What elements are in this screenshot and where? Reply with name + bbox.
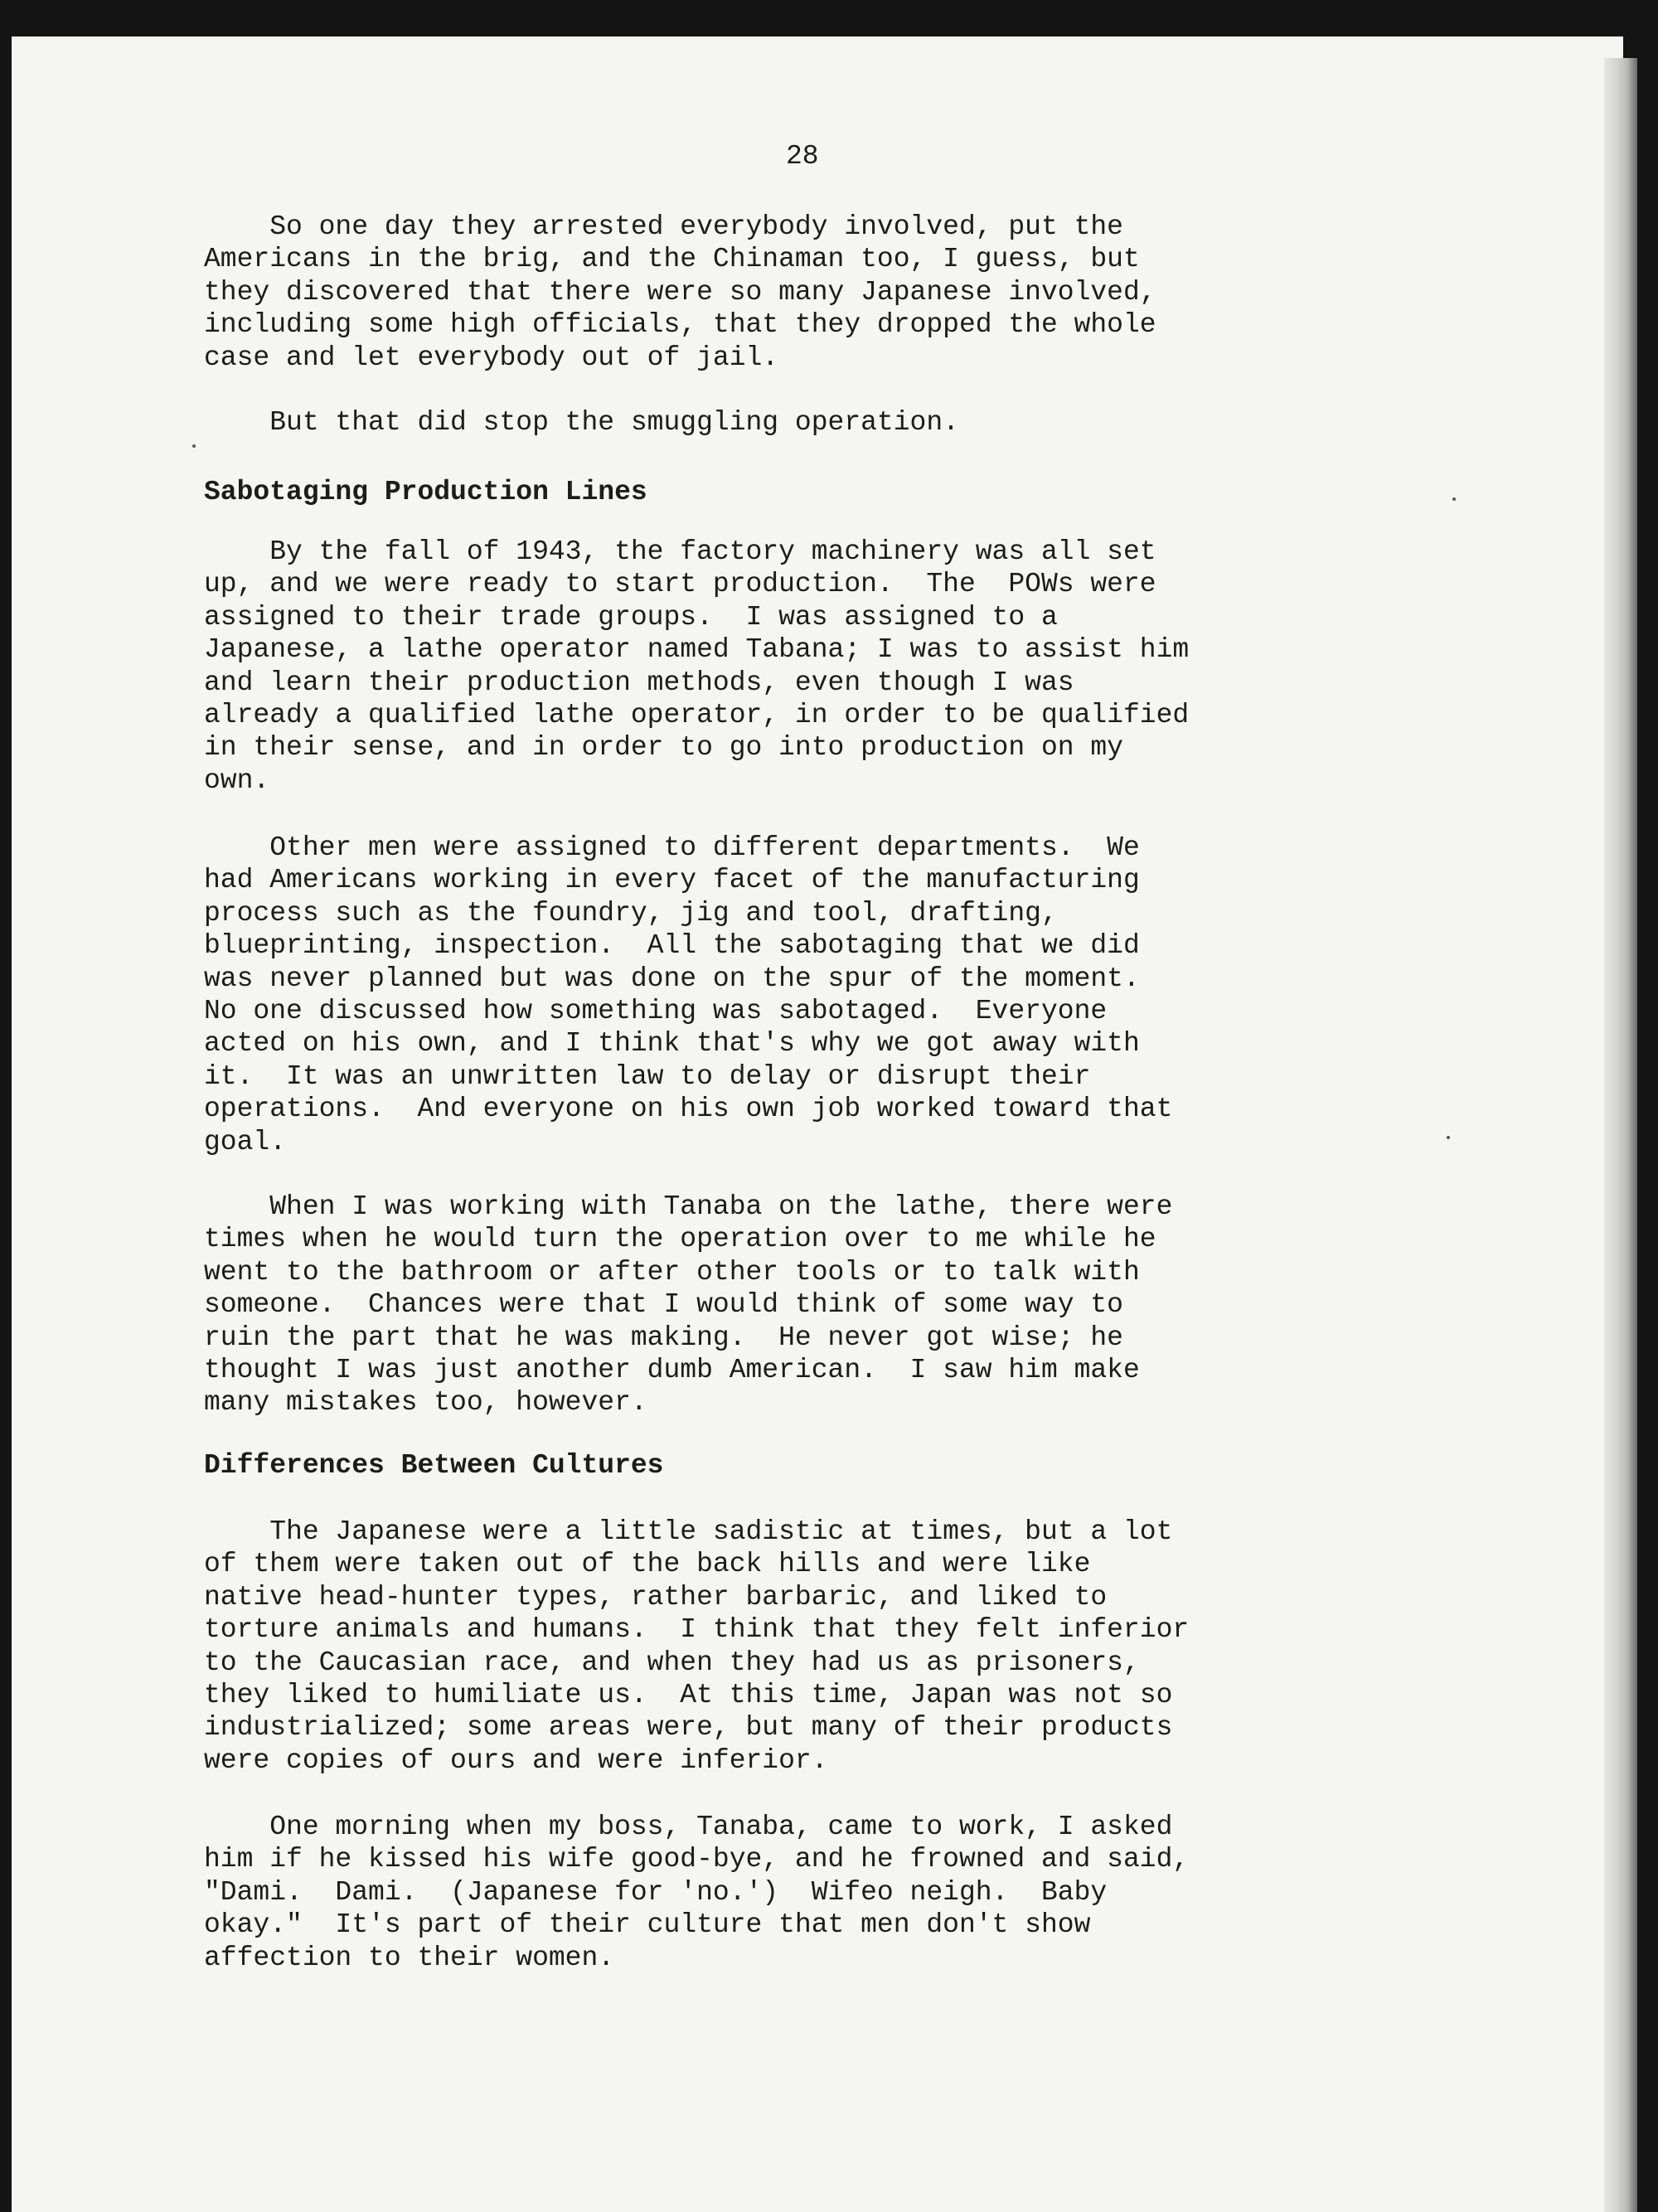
scan-speck (1447, 1136, 1450, 1139)
paragraph-japanese: The Japanese were a little sadistic at times, but a lot of them were taken out of the back hills and were like native head-hunter types, rather barbaric, and liked to torture animals and humans. I think that they felt inferior to the Caucasian race, and when they had us as prisoners, they liked to humiliate us. At this time, Japan was not so industrialized; some areas were, but many of their products were copies of ours and were inferior. (204, 1516, 1190, 1776)
page-edge-shadow (1604, 58, 1637, 2212)
page-number: 28 (786, 141, 819, 172)
paragraph-smuggling: But that did stop the smuggling operation. (204, 407, 959, 438)
scan-speck (192, 444, 196, 448)
scan-speck (1452, 497, 1456, 501)
section-heading-sabotaging: Sabotaging Production Lines (204, 477, 647, 507)
paragraph-departments: Other men were assigned to different departments. We had Americans working in every facet of the manufacturing process such as the foundry, jig and tool, drafting, blueprinting, inspection. All the sabotaging that we did was never planned but was done on the spur of the moment. No one discussed how something was sabotaged. Everyone acted on his own, and I think that's why we got away with it. It was an unwritten law to delay or disrupt their operations. And everyone on his own job worked toward that goal. (204, 832, 1173, 1157)
paragraph-factory: By the fall of 1943, the factory machinery was all set up, and we were ready to start production. The POWs were assigned to their trade groups. I was assigned to a Japanese, a lathe operator named Tabana; I was to assist him and learn their production methods, even though I was already a qualified lathe operator, in order to be qualified in their sense, and in order to go into production on my own. (204, 536, 1190, 796)
paragraph-arrest: So one day they arrested everybody involved, put the Americans in the brig, and the Chinaman too, I guess, but they discovered that there were so many Japanese involved, including some high officials, that they dropped the whole case and let everybody out of jail. (204, 211, 1156, 373)
section-heading-cultures: Differences Between Cultures (204, 1450, 664, 1481)
paragraph-lathe: When I was working with Tanaba on the lathe, there were times when he would turn the operation over to me while he went to the bathroom or after other tools or to talk with someone. Chances were that I would think of some way to ruin the part that he was making. He never got wise; he thought I was just another dumb American. I saw him make many mistakes too, however. (204, 1191, 1173, 1419)
paragraph-boss: One morning when my boss, Tanaba, came to work, I asked him if he kissed his wife good-bye, and he frowned and said, "Dami. Dami. (Japanese for 'no.') Wifeo neigh. Baby okay." It's part of their culture that men don't show affection to their women. (204, 1812, 1190, 1973)
